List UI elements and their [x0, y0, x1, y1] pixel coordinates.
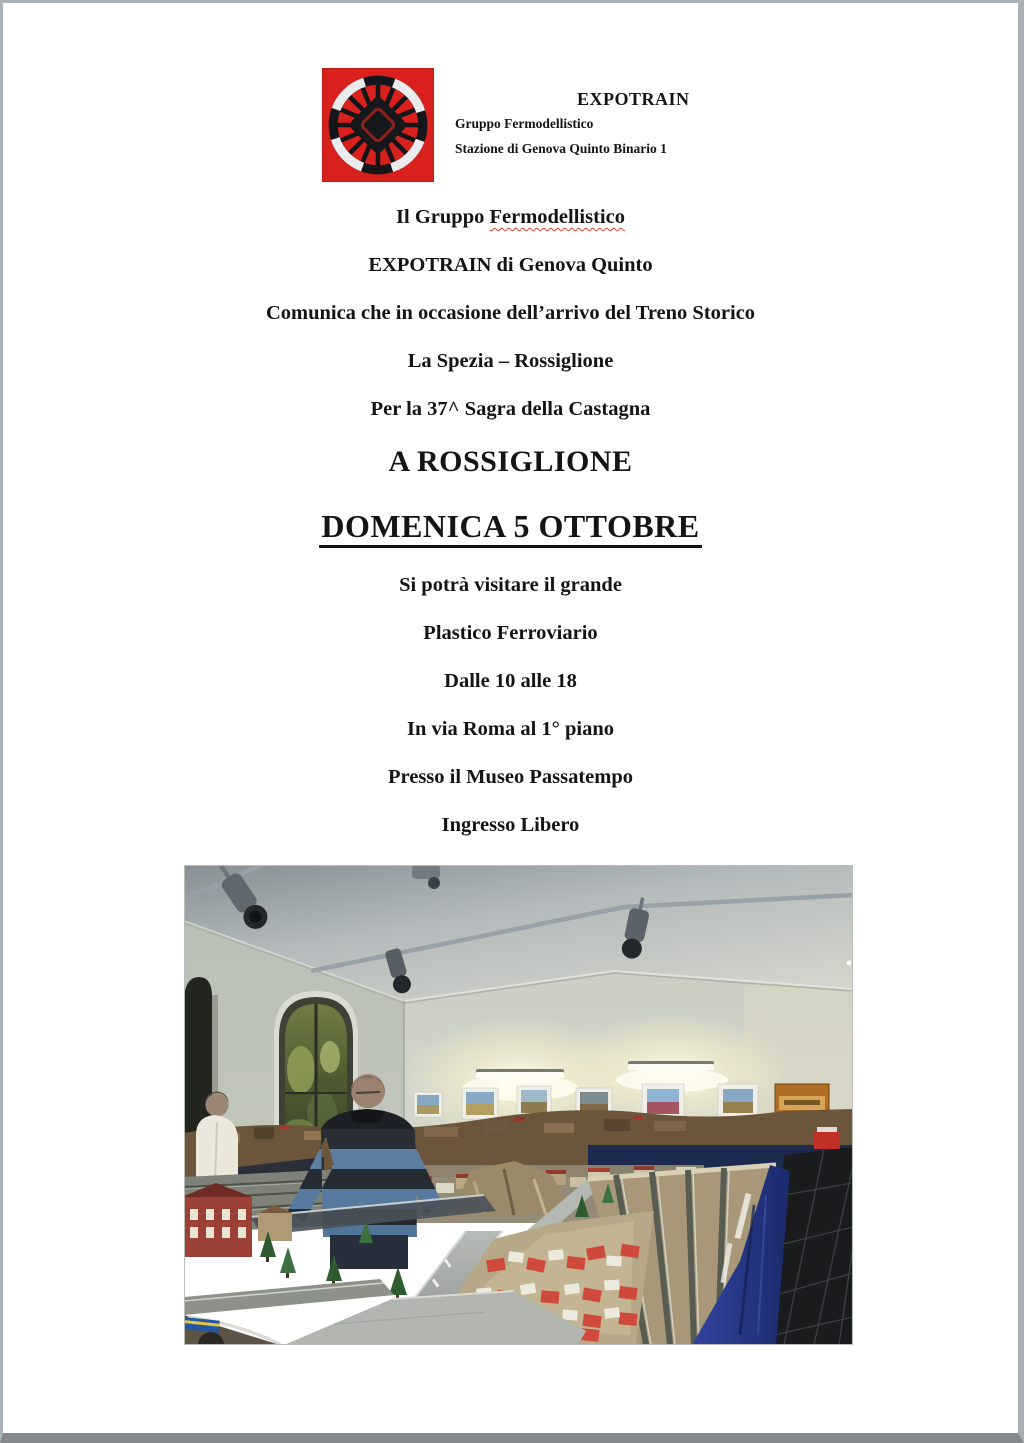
hours-line: Dalle 10 alle 18: [444, 670, 577, 692]
intro-line: [3, 193, 1018, 241]
red-box: [814, 1127, 840, 1149]
layout-line: Plastico Ferroviario: [423, 622, 598, 644]
festival-line: Per la 37^ Sagra della Castagna: [370, 398, 651, 420]
flyer-text: [3, 193, 1018, 849]
admission-line: Ingresso Libero: [441, 814, 580, 836]
intro-prefix: Il Gruppo: [396, 206, 490, 228]
announcement-line: Comunica che in occasione dell’arrivo del Treno Storico: [265, 302, 756, 324]
org-name: EXPOTRAIN: [577, 89, 690, 109]
address-line: In via Roma al 1° piano: [407, 718, 614, 740]
exhibition-photo: [184, 865, 853, 1345]
headline-date: [3, 491, 1018, 561]
org-subtitle-group: Gruppo Fermodellistico: [455, 116, 594, 131]
expotrain-logo-icon: [322, 68, 434, 182]
visit-line: Si potrà visitare il grande: [399, 574, 622, 596]
org-subtitle-station: Stazione di Genova Quinto Binario 1: [455, 141, 667, 156]
venue-line: Presso il Museo Passatempo: [387, 766, 634, 788]
headline-date-text: DOMENICA 5 OTTOBRE: [319, 508, 701, 548]
club-line: EXPOTRAIN di Genova Quinto: [368, 254, 653, 276]
headline-place: A ROSSIGLIONE: [388, 445, 633, 478]
intro-misspelled-word: Fermodellistico: [489, 206, 625, 228]
train-route-line: La Spezia – Rossiglione: [407, 350, 614, 372]
